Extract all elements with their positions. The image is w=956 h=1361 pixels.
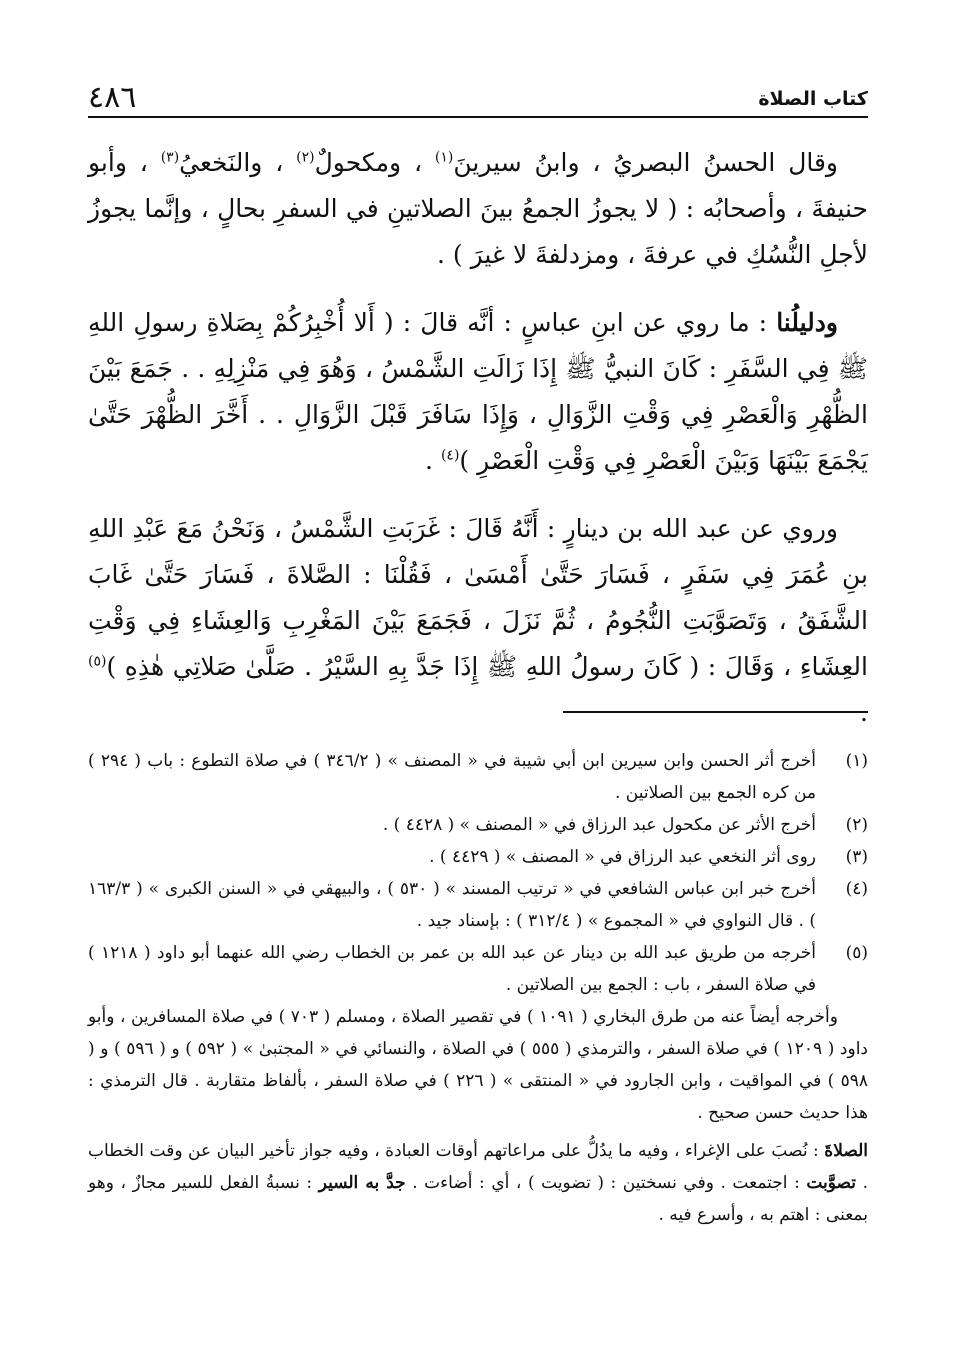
footnote-text: أخرج خبر ابن عباس الشافعي في « ترتيب المسند » ( ٥٣٠ ) ، والبيهقي في « السنن الكبرى » ( ١٦٣/٣ ) . قال النواوي في « المجموع » ( ٣١٢/٤ ) : بإسناد جيد . — [88, 879, 816, 931]
footnote-number: (٢) — [845, 815, 868, 835]
footnote-ref-5: (٥) — [88, 653, 107, 670]
footnote-separator — [563, 711, 868, 713]
glossary-term: جدَّ به السير — [318, 1173, 406, 1193]
paragraph-3 — [88, 506, 868, 736]
footnote-5-continued: وأخرجه أيضاً عنه من طرق البخاري ( ١٠٩١ ) في تقصير الصلاة ، ومسلم ( ٧٠٣ ) في صلاة المسافرين ، وأبو داود ( ١٢٠٩ ) في صلاة السفر ، والترمذي ( ٥٥٥ ) في الصلاة ، والنسائي في « المجتبىٰ » ( ٥٩٢ ) و ( ٥٩٦ ) و ( ٥٩٨ ) في المواقيت ، وابن الجارود في « المنتقى » ( ٢٢٦ ) في صلاة السفر ، بألفاظ متقاربة . قال الترمذي : هذا حديث حسن صحيح . — [88, 1007, 869, 1123]
paragraph-2-lead: ودليلُنا — [776, 308, 838, 337]
footnote-ref-4: (٤) — [440, 447, 460, 464]
footnote-item — [88, 937, 868, 1001]
footnote-item — [88, 745, 868, 809]
footnote-number: (٥) — [845, 943, 868, 963]
paragraph-3-text-2: . — [860, 698, 868, 727]
footnote-text: أخرج الأثر عن مكحول عبد الرزاق في « المصنف » ( ٤٤٢٨ ) . — [382, 815, 816, 835]
paragraph-1-text-2: ، ومكحولٌ — [314, 148, 435, 177]
glossary-note — [88, 1135, 868, 1231]
paragraph-1-text-1: وقال الحسنُ البصريُ ، وابنُ سيرينَ — [453, 148, 838, 177]
footnote-text: أخرج أثر الحسن وابن سيرين ابن أبي شيبة في « المصنف » ( ٣٤٦/٢ ) في صلاة التطوع : باب ( ٢٩٤ ) من كره الجمع بين الصلاتين . — [88, 751, 816, 803]
footnote-ref-2: (٢) — [296, 149, 315, 166]
footnote-item — [88, 809, 868, 841]
glossary-term: الصلاةَ — [824, 1141, 868, 1161]
paragraph-2-text-1: : ما روي عن ابنِ عباسٍ : أنَّه قالَ : ( أَلا أُخْبِرُكُمْ بِصَلاةِ رسولِ اللهِ ﷺ فِي السَّفَرِ : كَانَ النبيُّ ﷺ إِذَا زَالَتِ الشَّمْسُ ، وَهُوَ فِي مَنْزِلِهِ . . جَمَعَ بَيْنَ الظُّهْرِ وَالْعَصْرِ فِي وَقْتِ الزَّوَالِ ، وَإِذَا سَافَرَ قَبْلَ الزَّوَالِ . . أَخَّرَ الظُّهْرَ حَتَّىٰ يَجْمَعَ بَيْنَهَا وَبَيْنَ الْعَصْرِ فِي وَقْتِ الْعَصْرِ ) — [88, 308, 868, 475]
footnote-number: (٣) — [845, 847, 868, 867]
footnote-item — [88, 841, 868, 873]
page-header — [88, 80, 868, 118]
paragraph-1-text-4: ، وأبو حنيفةَ ، وأصحابُه : ( لا يجوزُ الجمعُ بينَ الصلاتينِ في السفرِ بحالٍ ، وإنَّما يجوزُ لأجلِ النُّسُكِ في عرفةَ ، ومزدلفةَ لا غيرَ ) . — [88, 148, 868, 269]
paragraph-1-text-3: ، والنَخعيُ — [179, 148, 297, 177]
footnotes — [88, 745, 868, 1231]
footnote-item — [88, 873, 868, 937]
book-title: كتاب الصلاة — [758, 88, 868, 110]
glossary-definition: : اجتمعت . وفي نسختين : ( تضويت ) ، أي : أضاءت . — [405, 1173, 807, 1193]
glossary-term: تصوَّبت — [806, 1173, 857, 1193]
footnote-text: أخرجه من طريق عبد الله بن دينار عن عبد الله بن عمر بن الخطاب رضي الله عنهما أبو داود ( ١٢١٨ ) في صلاة السفر ، باب : الجمع بين الصلاتين . — [88, 943, 816, 995]
paragraph-2-text-2: . — [425, 446, 441, 475]
main-text — [88, 140, 868, 758]
paragraph-3-text-1: وروي عن عبد الله بن دينارٍ : أَنَّهُ قَالَ : غَرَبَتِ الشَّمْسُ ، وَنَحْنُ مَعَ عَبْدِ اللهِ بنِ عُمَرَ فِي سَفَرٍ ، فَسَارَ حَتَّىٰ أَمْسَىٰ ، فَقُلْنَا : الصَّلاةَ ، فَسَارَ حَتَّىٰ غَابَ الشَّفَقُ ، وَتَصَوَّبَتِ النُّجُومُ ، ثُمَّ نَزَلَ ، فَجَمَعَ بَيْنَ المَغْرِبِ وَالعِشَاءِ فِي وَقْتِ العِشَاءِ ، وَقَالَ : ( كَانَ رسولُ اللهِ ﷺ إِذَا جَدَّ بِهِ السَّيْرُ . صَلَّىٰ صَلاتِي هٰذِهِ ) — [88, 514, 868, 681]
footnote-number: (١) — [845, 751, 868, 771]
footnote-ref-1: (١) — [434, 149, 454, 166]
footnote-number: (٤) — [845, 879, 868, 899]
glossary-definition: : نسبةُ الفعل للسير مجازٌ ، وهو بمعنى : اهتم به ، وأسرع فيه . — [88, 1173, 868, 1225]
glossary-definition: : نُصبَ على الإغراء ، وفيه ما يدُلُّ على مراعاتهم أوقات العبادة ، وفيه جواز تأخير البيان عن وقت الخطاب . — [88, 1141, 868, 1193]
page-number: ٤٨٦ — [88, 80, 137, 115]
paragraph-2 — [88, 300, 868, 484]
footnote-ref-3: (٣) — [160, 149, 180, 166]
footnote-text: روى أثر النخعي عبد الرزاق في « المصنف » ( ٤٤٢٩ ) . — [429, 847, 816, 867]
paragraph-1 — [88, 140, 868, 278]
